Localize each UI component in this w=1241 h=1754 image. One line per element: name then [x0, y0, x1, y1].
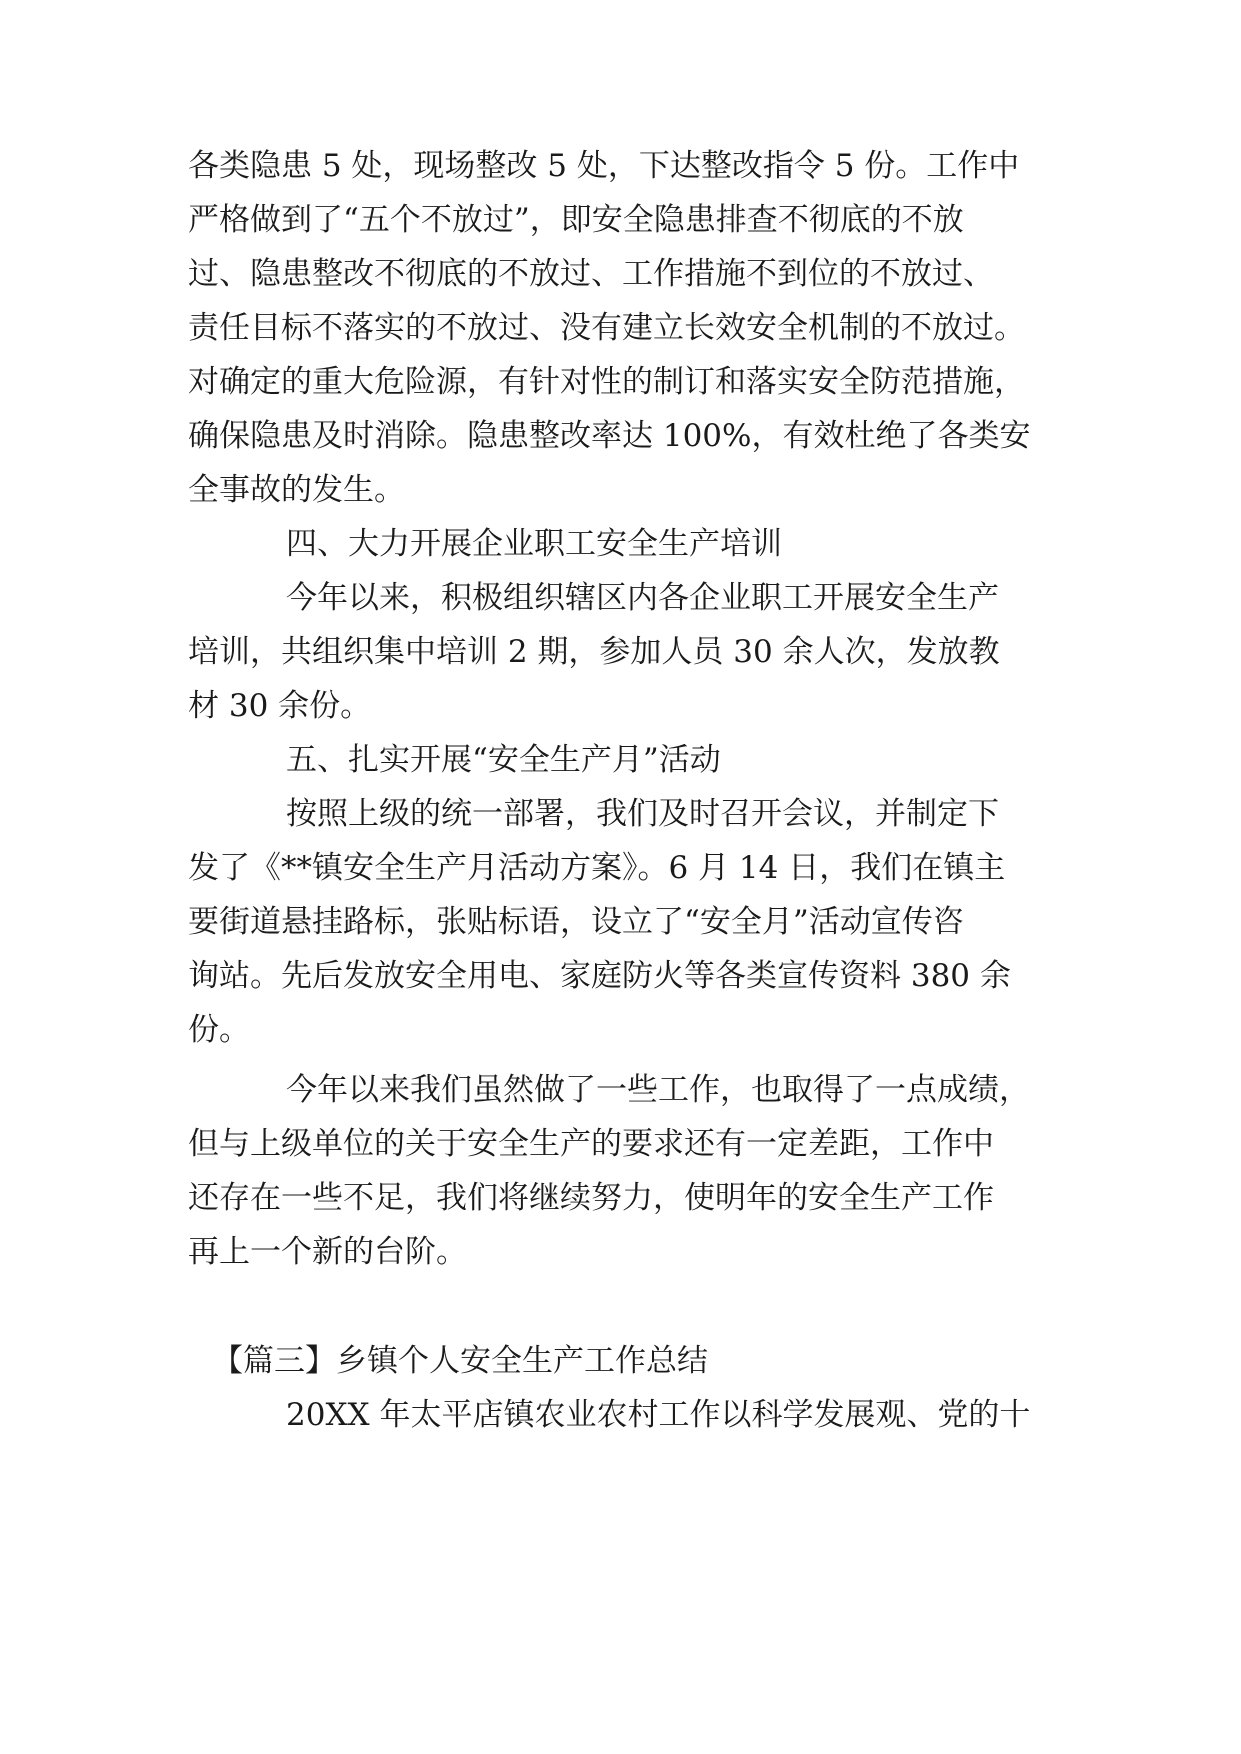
paragraph-line: 今年以来，积极组织辖区内各企业职工开展安全生产	[286, 580, 999, 616]
paragraph-line: 全事故的发生。	[188, 472, 405, 508]
paragraph-line: 严格做到了“五个不放过”，即安全隐患排查不彻底的不放	[188, 202, 964, 238]
paragraph-line: 材 30 余份。	[188, 688, 372, 724]
article-title: 【篇三】乡镇个人安全生产工作总结	[212, 1343, 708, 1379]
paragraph-line: 责任目标不落实的不放过、没有建立长效安全机制的不放过。	[188, 310, 1025, 346]
section-heading: 五、扎实开展“安全生产月”活动	[286, 742, 721, 778]
paragraph-line: 要街道悬挂路标，张贴标语，设立了“安全月”活动宣传咨	[188, 904, 964, 940]
section-heading: 四、大力开展企业职工安全生产培训	[286, 526, 782, 562]
paragraph-line: 还存在一些不足，我们将继续努力，使明年的安全生产工作	[188, 1180, 994, 1216]
paragraph-line: 各类隐患 5 处，现场整改 5 处，下达整改指令 5 份。工作中	[188, 148, 1020, 184]
paragraph-line: 询站。先后发放安全用电、家庭防火等各类宣传资料 380 余	[188, 958, 1011, 994]
paragraph-line: 份。	[188, 1012, 250, 1048]
paragraph-line: 确保隐患及时消除。隐患整改率达 100%，有效杜绝了各类安	[188, 418, 1031, 454]
paragraph-line: 过、隐患整改不彻底的不放过、工作措施不到位的不放过、	[188, 256, 994, 292]
paragraph-line: 20XX 年太平店镇农业农村工作以科学发展观、党的十	[286, 1397, 1031, 1433]
paragraph-line: 今年以来我们虽然做了一些工作，也取得了一点成绩，	[286, 1072, 1030, 1108]
paragraph-line: 但与上级单位的关于安全生产的要求还有一定差距，工作中	[188, 1126, 994, 1162]
paragraph-line: 按照上级的统一部署，我们及时召开会议，并制定下	[286, 796, 999, 832]
paragraph-line: 再上一个新的台阶。	[188, 1234, 467, 1270]
paragraph-line: 对确定的重大危险源，有针对性的制订和落实安全防范措施，	[188, 364, 1025, 400]
paragraph-line: 培训，共组织集中培训 2 期，参加人员 30 余人次，发放教	[188, 634, 1000, 670]
paragraph-line: 发了《**镇安全生产月活动方案》。6 月 14 日，我们在镇主	[188, 850, 1006, 886]
